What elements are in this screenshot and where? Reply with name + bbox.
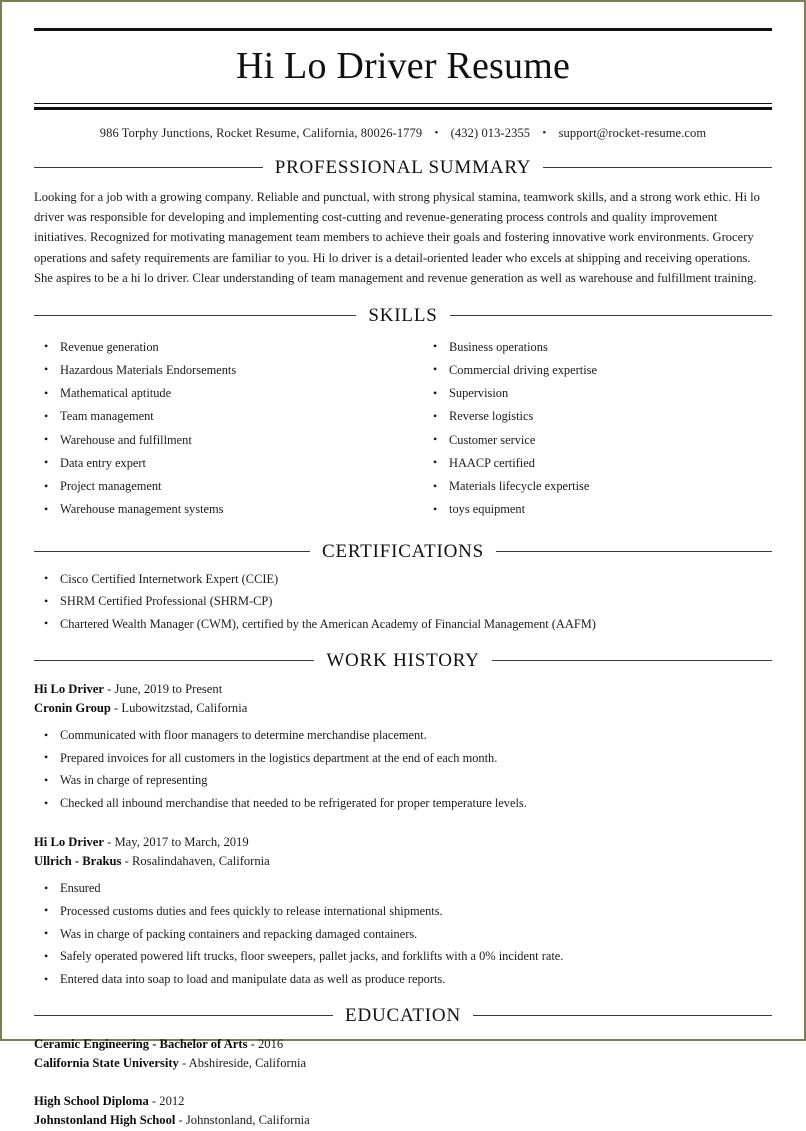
job-company: Ullrich - Brakus (34, 854, 122, 869)
list-item: • Business operations (423, 339, 772, 357)
list-item: • HAACP certified (423, 455, 772, 473)
section-rule-left (34, 660, 314, 661)
education-location: Johnstonland, California (185, 1113, 310, 1128)
job-dates: May, 2017 to March, 2019 (114, 834, 249, 849)
section-title: SKILLS (368, 304, 438, 326)
list-item: • Cisco Certified Internetwork Expert (CCIE) (34, 571, 772, 589)
job-company: Cronin Group (34, 700, 111, 715)
list-item: • Safely operated powered lift trucks, floor sweepers, pallet jacks, and forklifts with a 0% incident rate. (34, 948, 772, 966)
job-responsibilities-list (34, 727, 772, 813)
list-item: • Reverse logistics (423, 408, 772, 426)
section-rule-left (34, 315, 356, 316)
header-bottom-thick-rule (34, 107, 772, 110)
list-item: • Entered data into soap to load and manipulate data as well as produce reports. (34, 971, 772, 989)
section-rule-right (543, 167, 772, 168)
contact-email[interactable]: support@rocket-resume.com (558, 125, 707, 140)
header-top-rule (34, 28, 772, 31)
page-title: Hi Lo Driver Resume (235, 45, 571, 87)
list-item: • Was in charge of packing containers and repacking damaged containers. (34, 926, 772, 944)
list-item: • Processed customs duties and fees quickly to release international shipments. (34, 903, 772, 921)
job-location: Lubowitzstad, California (121, 700, 248, 715)
skills-list-left (34, 339, 403, 519)
job-title: Hi Lo Driver (34, 834, 104, 849)
list-item: • Team management (34, 408, 403, 426)
section-header-education (34, 1005, 772, 1027)
list-item: • Mathematical aptitude (34, 385, 403, 403)
certifications-list (34, 571, 772, 634)
section-rule-left (34, 1015, 333, 1016)
list-item: • Communicated with floor managers to determine merchandise placement. (34, 727, 772, 745)
education-entry (34, 1092, 772, 1131)
header-bottom-thin-rule (34, 103, 772, 104)
job-location: Rosalindahaven, California (131, 854, 270, 869)
education-year: 2016 (257, 1036, 284, 1051)
contact-phone: (432) 013-2355 (450, 125, 531, 140)
skills-column-left (34, 335, 403, 525)
work-history-entry (34, 680, 772, 813)
section-title: WORK HISTORY (326, 649, 480, 671)
contact-address: 986 Torphy Junctions, Rocket Resume, California, 80026-1779 (99, 125, 423, 140)
section-title: PROFESSIONAL SUMMARY (274, 156, 532, 178)
contact-separator-1: • (434, 126, 439, 139)
job-dates: June, 2019 to Present (114, 681, 223, 696)
job-title-line: Hi Lo Driver - May, 2017 to March, 2019 (34, 834, 249, 849)
job-responsibilities-list (34, 880, 772, 989)
list-item: • Project management (34, 478, 403, 496)
list-item: • Prepared invoices for all customers in the logistics department at the end of each month. (34, 750, 772, 768)
education-degree: Ceramic Engineering - Bachelor of Arts (34, 1036, 248, 1051)
education-degree-line: High School Diploma - 2012 (34, 1093, 185, 1108)
section-rule-right (450, 315, 772, 316)
list-item: • Revenue generation (34, 339, 403, 357)
section-rule-right (473, 1015, 772, 1016)
job-company-line: Cronin Group - Lubowitzstad, California (34, 700, 248, 715)
contact-line (34, 126, 772, 141)
professional-summary-text: Looking for a job with a growing company. Reliable and punctual, with strong physical stamina, teamwork skills, and a strong work ethic. Hi lo driver was responsible for developing and implementing cost-cutting and revenue-generating process controls and quality improvement initiatives. Recognized for motivating management team members to achieve their goals and fostering innovative work environments. Grocery operations and safety requirements are familiar to you. Hi lo driver is a detail-oriented leader who excels at shipping and receiving operations. She aspires to be a hi lo driver. Clear understanding of team management and revenue generation as well as warehouse and fulfillment training. (34, 189, 760, 286)
list-item: • Supervision (423, 385, 772, 403)
list-item: • Ensured (34, 880, 772, 898)
section-rule-left (34, 167, 263, 168)
skills-column-right (403, 335, 772, 525)
education-school-line: California State University - Abshireside, California (34, 1056, 307, 1071)
section-header-certifications (34, 541, 772, 563)
job-title-line: Hi Lo Driver - June, 2019 to Present (34, 681, 223, 696)
job-company-line: Ullrich - Brakus - Rosalindahaven, California (34, 854, 270, 869)
education-school-line: Johnstonland High School - Johnstonland, California (34, 1113, 310, 1128)
contact-separator-2: • (542, 126, 547, 139)
list-item: • Hazardous Materials Endorsements (34, 362, 403, 380)
section-header-skills (34, 305, 772, 327)
section-header-professional-summary (34, 157, 772, 179)
list-item: • Materials lifecycle expertise (423, 478, 772, 496)
education-school: California State University (34, 1056, 179, 1071)
education-year: 2012 (159, 1093, 185, 1108)
education-entry (34, 1035, 772, 1074)
section-rule-right (496, 551, 772, 552)
list-item: • Was in charge of representing (34, 772, 772, 790)
section-title: CERTIFICATIONS (321, 540, 485, 562)
education-degree-line: Ceramic Engineering - Bachelor of Arts - 2016 (34, 1036, 284, 1051)
skills-list-right (423, 339, 772, 519)
education-location: Abshireside, California (188, 1056, 307, 1071)
education-degree: High School Diploma (34, 1093, 149, 1108)
list-item: • Customer service (423, 432, 772, 450)
work-history-entry (34, 833, 772, 989)
section-rule-right (492, 660, 772, 661)
resume-sheet (2, 2, 804, 1128)
section-rule-left (34, 551, 310, 552)
skills-columns (34, 335, 772, 525)
job-title: Hi Lo Driver (34, 681, 104, 696)
list-item: • toys equipment (423, 501, 772, 519)
list-item: • Warehouse and fulfillment (34, 432, 403, 450)
list-item: • Warehouse management systems (34, 501, 403, 519)
list-item: • Commercial driving expertise (423, 362, 772, 380)
section-title: EDUCATION (345, 1004, 461, 1026)
education-school: Johnstonland High School (34, 1113, 176, 1128)
section-header-work-history (34, 650, 772, 672)
list-item: • Data entry expert (34, 455, 403, 473)
list-item: • Chartered Wealth Manager (CWM), certified by the American Academy of Financial Management (AAFM) (34, 616, 772, 634)
list-item: • SHRM Certified Professional (SHRM-CP) (34, 593, 772, 611)
list-item: • Checked all inbound merchandise that needed to be refrigerated for proper temperature levels. (34, 795, 772, 813)
